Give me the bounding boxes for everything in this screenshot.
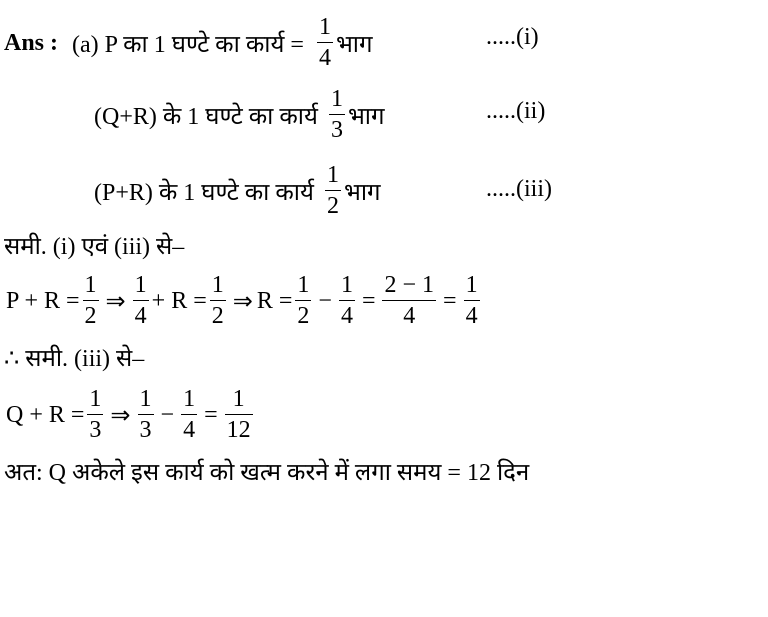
implies-symbol: ⇒ (105, 288, 126, 315)
line1-prefix: (a) P का 1 घण्टे का कार्य = (72, 31, 304, 58)
line2-ref: .....(ii) (486, 98, 546, 124)
fraction-bar (83, 300, 99, 301)
line2-frac-den: 3 (330, 117, 343, 143)
eq1-f6-num: 2 − 1 (384, 271, 435, 298)
reference-text-1-label: समी. (i) एवं (iii) से– (4, 233, 185, 260)
fraction-bar (210, 300, 226, 301)
eq1-f2-den: 4 (134, 303, 147, 329)
eq1-frac-4 (295, 273, 311, 329)
eq1-frac-2 (133, 273, 149, 329)
line1-fraction (317, 15, 333, 71)
eq1-f4-num: 1 (297, 271, 310, 298)
eq1-mid: + R = (151, 287, 207, 314)
reference-text-2 (4, 342, 144, 372)
fraction-bar (87, 414, 103, 415)
line2-fraction (329, 87, 345, 143)
eq2-f3-num: 1 (183, 385, 196, 412)
line2-prefix: (Q+R) के 1 घण्टे का कार्य (94, 103, 318, 130)
eq1-f7-num: 1 (465, 271, 478, 298)
line3-fraction (325, 163, 341, 219)
equals-symbol: = (204, 401, 218, 428)
reference-text-1 (4, 230, 184, 260)
eq1-f5-num: 1 (340, 271, 353, 298)
line1-frac-den: 4 (318, 45, 331, 71)
eq1-frac-1 (83, 273, 99, 329)
eq2-f4-den: 12 (226, 417, 251, 443)
fraction-bar (382, 300, 436, 301)
fraction-bar (317, 42, 333, 43)
line3-frac-num: 1 (326, 161, 339, 188)
eq2-frac-4 (225, 387, 253, 443)
line3-ref: .....(iii) (486, 176, 552, 202)
line2-frac-num: 1 (330, 85, 343, 112)
line3-suffix: भाग (343, 179, 381, 206)
implies-symbol: ⇒ (110, 402, 131, 429)
eq1-r: R = (256, 287, 293, 314)
answer-line-2 (94, 86, 385, 144)
fraction-bar (325, 190, 341, 191)
conclusion-line (4, 456, 529, 486)
eq1-f5-den: 4 (340, 303, 353, 329)
eq2-f1-num: 1 (89, 385, 102, 412)
line1-suffix: भाग (335, 31, 373, 58)
eq2-f4-num: 1 (232, 385, 245, 412)
eq2-f1-den: 3 (89, 417, 102, 443)
eq1-f3-den: 2 (211, 303, 224, 329)
fraction-bar (225, 414, 253, 415)
implies-symbol: ⇒ (232, 288, 253, 315)
eq1-f3-num: 1 (211, 271, 224, 298)
eq1-f1-num: 1 (84, 271, 97, 298)
eq2-frac-1 (87, 387, 103, 443)
equals-symbol: = (361, 287, 376, 314)
fraction-bar (329, 114, 345, 115)
fraction-bar (339, 300, 355, 301)
equals-symbol: = (443, 287, 457, 314)
fraction-bar (181, 414, 197, 415)
eq2-f3-den: 4 (183, 417, 196, 443)
minus-symbol: − (160, 401, 175, 428)
eq1-f7-den: 4 (465, 303, 478, 329)
conclusion-text: अत: Q अकेले इस कार्य को खत्म करने में लगा समय = 12 दिन (4, 459, 530, 486)
fraction-bar (138, 414, 154, 415)
eq2-f2-den: 3 (139, 417, 152, 443)
eq1-lhs: P + R = (6, 287, 80, 314)
line3-prefix: (P+R) के 1 घण्टे का कार्य (94, 179, 314, 206)
eq1-f2-num: 1 (134, 271, 147, 298)
eq2-frac-3 (181, 387, 197, 443)
line1-frac-num: 1 (318, 13, 331, 40)
fraction-bar (464, 300, 480, 301)
answer-line-1 (4, 14, 373, 72)
eq1-frac-6 (382, 273, 436, 329)
equation-2 (6, 380, 256, 450)
eq1-frac-7 (464, 273, 480, 329)
fraction-bar (295, 300, 311, 301)
ans-label: Ans : (4, 29, 59, 56)
line3-frac-den: 2 (326, 193, 339, 219)
eq2-f2-num: 1 (139, 385, 152, 412)
line2-suffix: भाग (347, 103, 385, 130)
reference-text-2-label: ∴ समी. (iii) से– (4, 345, 145, 372)
eq2-frac-2 (138, 387, 154, 443)
eq1-f6-den: 4 (403, 303, 416, 329)
eq1-f1-den: 2 (84, 303, 97, 329)
answer-line-3 (94, 162, 381, 220)
eq1-frac-3 (210, 273, 226, 329)
line1-ref: .....(i) (486, 24, 539, 50)
fraction-bar (133, 300, 149, 301)
eq2-lhs: Q + R = (6, 401, 85, 428)
minus-symbol: − (318, 287, 332, 314)
eq1-frac-5 (339, 273, 355, 329)
eq1-f4-den: 2 (297, 303, 310, 329)
equation-1 (6, 266, 483, 336)
